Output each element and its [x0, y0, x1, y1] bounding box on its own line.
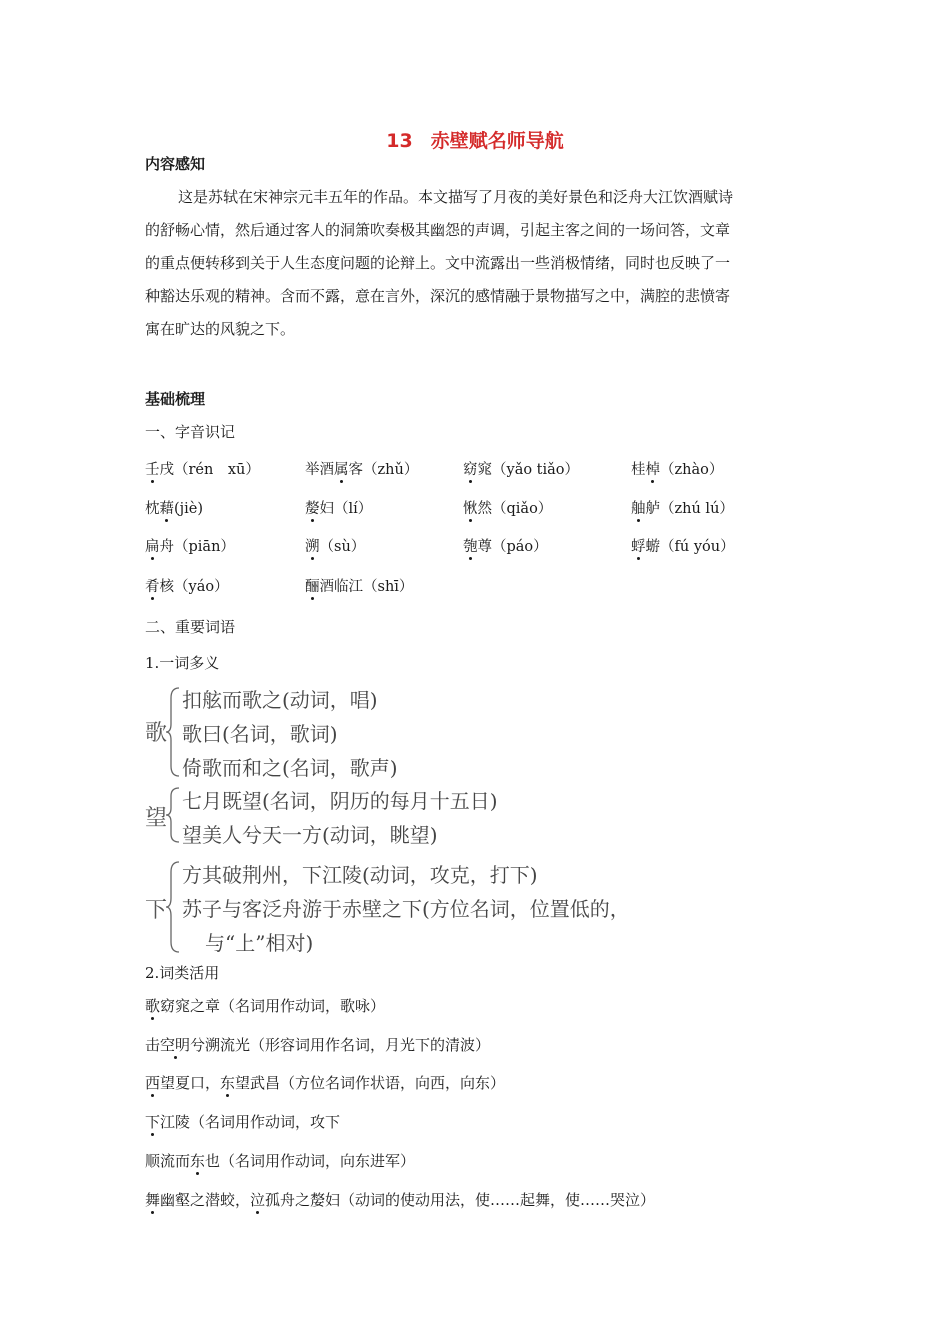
paragraph-line: 的舒畅心情，然后通过客人的洞箫吹奏极其幽怨的声调，引起主客之间的一场问答，文章	[145, 221, 731, 239]
usage-mid: 望夏口，	[160, 1074, 221, 1092]
title-text: 赤壁赋名师导航	[430, 130, 564, 152]
usage-post: 江陵（名词用作动词，攻下	[160, 1113, 341, 1131]
dotted-char: 匏	[463, 539, 478, 555]
dotted-char: 肴	[145, 579, 160, 595]
usage-post: 望武昌（方位名词作状语，向西，向东）	[235, 1074, 506, 1092]
brace-icon	[165, 860, 181, 954]
vocab-post: 然（qiǎo）	[477, 501, 553, 517]
vocab-item	[463, 535, 548, 556]
vocab-item	[305, 575, 413, 596]
dotted-char: 东	[220, 1074, 236, 1092]
dotted-char: 东	[190, 1152, 206, 1170]
subheading-word-class-usage: 2.词类活用	[145, 964, 220, 982]
dotted-char: 酾	[305, 579, 320, 595]
vocab-post: 核（yáo）	[159, 579, 229, 595]
vocab-item	[463, 497, 552, 518]
polysemy-line: 倚歌而和之(名词，歌声)	[182, 756, 398, 780]
vocab-post: 客（zhǔ）	[348, 462, 419, 478]
vocab-pre: 举酒	[305, 462, 334, 478]
vocab-post: （zhào）	[660, 462, 724, 478]
vocab-pre: 桂	[631, 462, 646, 478]
vocab-post: 酒临江（shī）	[319, 579, 414, 595]
dotted-char: 舞	[145, 1191, 161, 1209]
polysemy-line: 方其破荆州，下江陵(动词，攻克，打下)	[182, 863, 538, 887]
dotted-char: 窈	[463, 462, 478, 478]
vocab-item	[145, 535, 235, 556]
title-number: 13	[386, 130, 413, 152]
vocab-item	[305, 497, 372, 518]
polysemy-line: 歌曰(名词，歌词)	[182, 722, 338, 746]
vocab-post: 尊（páo）	[477, 539, 548, 555]
polysemy-line: 七月既望(名词，阴历的每月十五日)	[182, 789, 498, 813]
dotted-char: 属	[334, 462, 349, 478]
dotted-char: 下	[145, 1113, 161, 1131]
polysemy-line: 苏子与客泛舟游于赤壁之下(方位名词，位置低的，	[182, 897, 630, 921]
dotted-char: 棹	[645, 462, 660, 478]
vocab-post: 蝣（fú yóu）	[645, 539, 735, 555]
vocab-post: 舻（zhú lú）	[645, 501, 734, 517]
usage-mid: 幽壑之潜蛟，	[160, 1191, 251, 1209]
dotted-char: 蜉	[631, 539, 646, 555]
dotted-char: 愀	[463, 501, 478, 517]
dotted-char: 壬	[145, 462, 160, 478]
subheading-pronunciation: 一、字音识记	[145, 423, 236, 441]
vocab-item	[145, 575, 229, 596]
polysemy-word-xia: 下	[145, 898, 168, 923]
polysemy-word-wang: 望	[145, 806, 168, 831]
vocab-post: 戌（rén xū）	[159, 462, 260, 478]
vocab-item	[305, 535, 365, 556]
vocab-item	[631, 458, 723, 479]
section-heading-basics: 基础梳理	[145, 390, 206, 408]
vocab-item	[145, 458, 260, 479]
vocab-item	[145, 497, 203, 518]
vocab-post: (jiè)	[174, 501, 204, 517]
subheading-polysemy: 1.一词多义	[145, 654, 220, 672]
polysemy-line: 扣舷而歌之(动词，唱)	[182, 688, 378, 712]
brace-icon	[165, 786, 181, 844]
usage-post: 兮溯流光（形容词用作名词，月光下的清波）	[190, 1036, 491, 1054]
vocab-pre: 枕	[145, 501, 160, 517]
vocab-item	[631, 497, 734, 518]
usage-post: 窈窕之章（名词用作动词，歌咏）	[160, 997, 386, 1015]
polysemy-word-ge: 歌	[145, 721, 168, 746]
usage-line	[145, 1111, 340, 1132]
polysemy-line: 望美人兮天一方(动词，眺望)	[182, 823, 438, 847]
usage-line	[145, 1189, 655, 1210]
vocab-post: 妇（lí）	[319, 501, 373, 517]
dotted-char: 扁	[145, 539, 160, 555]
vocab-post: 窕（yǎo tiǎo）	[477, 462, 580, 478]
paragraph-line: 的重点便转移到关于人生态度问题的论辩上。文中流露出一些消极情绪，同时也反映了一	[145, 254, 731, 272]
dotted-char: 溯	[305, 539, 320, 555]
usage-line	[145, 1150, 415, 1171]
usage-post: 也（名词用作动词，向东进军）	[205, 1152, 416, 1170]
vocab-item	[305, 458, 418, 479]
paragraph-line: 寓在旷达的风貌之下。	[145, 320, 296, 338]
usage-pre: 顺流而	[145, 1152, 191, 1170]
usage-line	[145, 1034, 490, 1055]
vocab-item	[631, 535, 735, 556]
vocab-item	[463, 458, 579, 479]
dotted-char: 歌	[145, 997, 161, 1015]
usage-line	[145, 995, 385, 1016]
dotted-char: 西	[145, 1074, 161, 1092]
dotted-char: 空明	[160, 1036, 191, 1054]
dotted-char: 舳	[631, 501, 646, 517]
section-heading-content: 内容感知	[145, 155, 206, 173]
vocab-post: 舟（piān）	[159, 539, 235, 555]
vocab-post: （sù）	[319, 539, 366, 555]
page-title	[0, 126, 950, 153]
usage-post: 孤舟之嫠妇（动词的使动用法，使……起舞，使……哭泣）	[265, 1191, 656, 1209]
usage-pre: 击	[145, 1036, 161, 1054]
subheading-important-words: 二、重要词语	[145, 618, 236, 636]
dotted-char: 嫠	[305, 501, 320, 517]
brace-icon	[165, 686, 181, 778]
paragraph-line: 种豁达乐观的精神。含而不露，意在言外，深沉的感情融于景物描写之中，满腔的悲愤寄	[145, 287, 731, 305]
paragraph-line: 这是苏轼在宋神宗元丰五年的作品。本文描写了月夜的美好景色和泛舟大江饮酒赋诗	[178, 188, 734, 206]
dotted-char: 泣	[250, 1191, 266, 1209]
usage-line	[145, 1072, 505, 1093]
polysemy-line: 与“上”相对)	[205, 931, 314, 955]
dotted-char: 藉	[159, 501, 174, 517]
